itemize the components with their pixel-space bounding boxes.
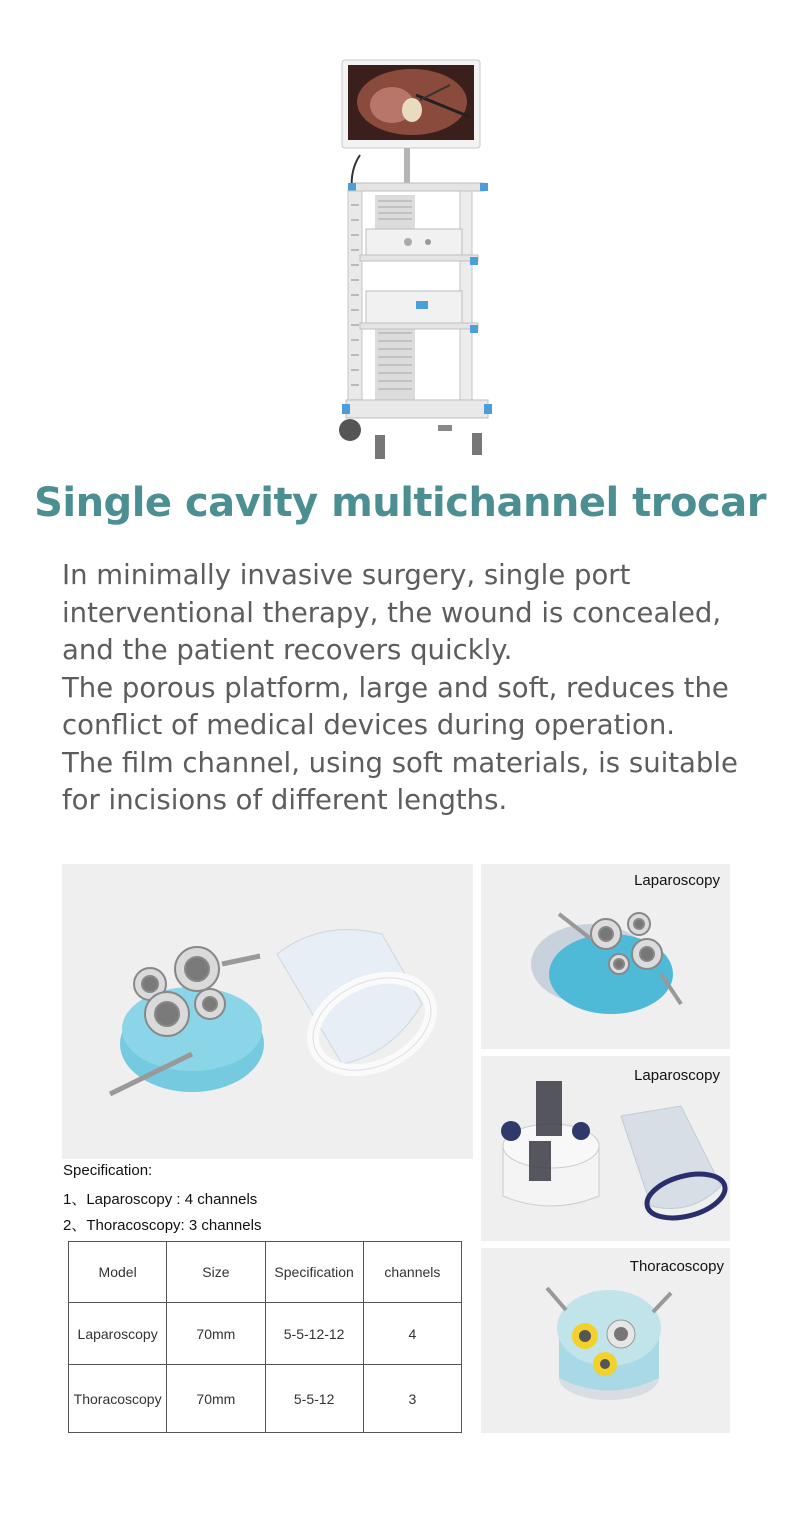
- trocar-product-image: [62, 864, 473, 1159]
- panel-label: Thoracoscopy: [629, 1258, 724, 1275]
- laparoscopy-trocar-illustration: [481, 864, 730, 1049]
- laparoscopy-panel-1: [481, 864, 730, 1049]
- table-header: Size: [167, 1242, 265, 1303]
- specification-item: 1、Laparoscopy : 4 channels: [63, 1191, 258, 1208]
- panel-label: Laparoscopy: [634, 1067, 720, 1084]
- specification-item: 2、Thoracoscopy: 3 channels: [63, 1217, 262, 1234]
- table-cell: 70mm: [167, 1303, 265, 1365]
- table-cell: 4: [363, 1303, 461, 1365]
- thoracoscopy-trocar-illustration: [481, 1248, 730, 1433]
- page-title: Single cavity multichannel trocar: [34, 480, 766, 526]
- table-header: Specification: [265, 1242, 363, 1303]
- thoracoscopy-panel: [481, 1248, 730, 1433]
- description: [62, 557, 752, 820]
- endoscopy-tower-image: [320, 55, 500, 470]
- table-row: [69, 1365, 462, 1433]
- table-cell: Laparoscopy: [69, 1303, 167, 1365]
- description-paragraph: The film channel, using soft materials, is suitable for incisions of different lengths.: [62, 746, 738, 816]
- specification-heading: Specification:: [63, 1162, 153, 1179]
- trocar-illustration: [62, 864, 473, 1159]
- table-cell: 5-5-12: [265, 1365, 363, 1433]
- table-header: channels: [363, 1242, 461, 1303]
- table-header: Model: [69, 1242, 167, 1303]
- table-row: [69, 1303, 462, 1365]
- table-cell: 3: [363, 1365, 461, 1433]
- description-paragraph: The porous platform, large and soft, reduces the conflict of medical devices during operation.: [62, 671, 729, 741]
- laparoscopy-panel-2: [481, 1056, 730, 1241]
- table-cell: 5-5-12-12: [265, 1303, 363, 1365]
- description-paragraph: In minimally invasive surgery, single port interventional therapy, the wound is concealed, and the patient recovers quickly.: [62, 559, 722, 666]
- panel-label: Laparoscopy: [634, 872, 720, 889]
- table-cell: Thoracoscopy: [69, 1365, 167, 1433]
- table-cell: 70mm: [167, 1365, 265, 1433]
- table-header-row: [69, 1242, 462, 1303]
- spec-table: [68, 1241, 462, 1433]
